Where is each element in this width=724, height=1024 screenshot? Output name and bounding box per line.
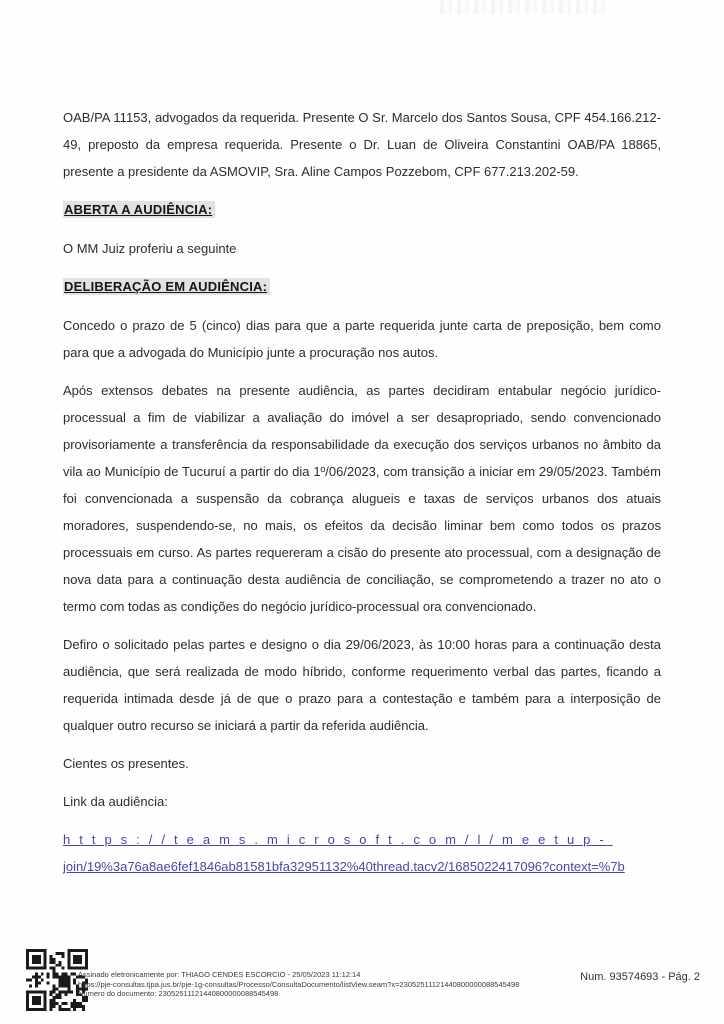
- document-body: [63, 104, 661, 891]
- paragraph-juiz: O MM Juiz proferiu a seguinte: [63, 241, 237, 256]
- meeting-link-row: [63, 826, 661, 880]
- scan-artifact: [440, 0, 610, 14]
- paragraph-cientes: Cientes os presentes.: [63, 756, 189, 771]
- paragraph-negocio-juridico: Após extensos debates na presente audiência, as partes decidiram entabular negócio jurídico-processual a fim de viabilizar a avaliação do imóvel a ser desapropriado, sendo convencionado provisoriamente a transferência da responsabilidade da execução dos serviços urbanos no âmbito da vila ao Município de Tucuruí a partir do dia 1º/06/2023, com transição a iniciar em 29/05/2023. Também foi convencionada a suspensão da cobrança alugueis e taxas de serviços urbanos dos atuais moradores, suspendendo-se, no mais, os efeitos da decisão liminar bem como todos os prazos processuais em curso. As partes requereram a cisão do presente ato processual, com a designação de nova data para a continuação desta audiência de conciliação, se comprometendo a trazer no ato o termo com todas as condições do negócio jurídico-processual ora convencionado.: [63, 383, 661, 614]
- paragraph-link-label: Link da audiência:: [63, 794, 168, 809]
- heading-aberta-audiencia: ABERTA A AUDIÊNCIA:: [63, 201, 215, 218]
- teams-link-line1[interactable]: https://teams.microsoft.com/l/meetup-: [63, 832, 613, 847]
- paragraph-defiro: Defiro o solicitado pelas partes e designo o dia 29/06/2023, às 10:00 horas para a continuação desta audiência, que será realizada de modo híbrido, conforme requerimento verbal das partes, ficando a requerida intimada desde já de que o prazo para a contestação e também para a interposição de qualquer outro recurso se iniciará a partir da referida audiência.: [63, 637, 661, 733]
- heading-row-aberta: [63, 196, 661, 223]
- signature-verification-url: https://pje-consultas.tjpa.jus.br/pje-1g-consultas/Processo/ConsultaDocumento/listView.seam?x=23052511121440800000088545498: [78, 979, 520, 989]
- teams-meeting-link[interactable]: [63, 826, 661, 880]
- signature-signed-by: Assinado eletronicamente por: THIAGO CENDES ESCORCIO - 25/05/2023 11:12:14: [78, 970, 361, 979]
- signature-block: [78, 970, 519, 999]
- heading-row-deliberacao: [63, 273, 661, 300]
- teams-link-line2[interactable]: join/19%3a76a8ae6fef1846ab81581bfa32951132%40thread.tacv2/1685022417096?context=%7b: [63, 859, 625, 874]
- page-number: Num. 93574693 - Pág. 2: [580, 971, 700, 983]
- paragraph-concedo: Concedo o prazo de 5 (cinco) dias para que a parte requerida junte carta de preposição, bem como para que a advogada do Município junte a procuração nos autos.: [63, 318, 661, 360]
- paragraph-parties: OAB/PA 11153, advogados da requerida. Presente O Sr. Marcelo dos Santos Sousa, CPF 454.166.212-49, preposto da empresa requerida. Presente o Dr. Luan de Oliveira Constantini OAB/PA 18865, presente a presidente da ASMOVIP, Sra. Aline Campos Pozzebom, CPF 677.213.202-59.: [63, 110, 661, 179]
- heading-deliberacao-audiencia: DELIBERAÇÃO EM AUDIÊNCIA:: [63, 278, 270, 295]
- signature-document-number: Número do documento: 23052511121440800000088545498: [78, 989, 279, 998]
